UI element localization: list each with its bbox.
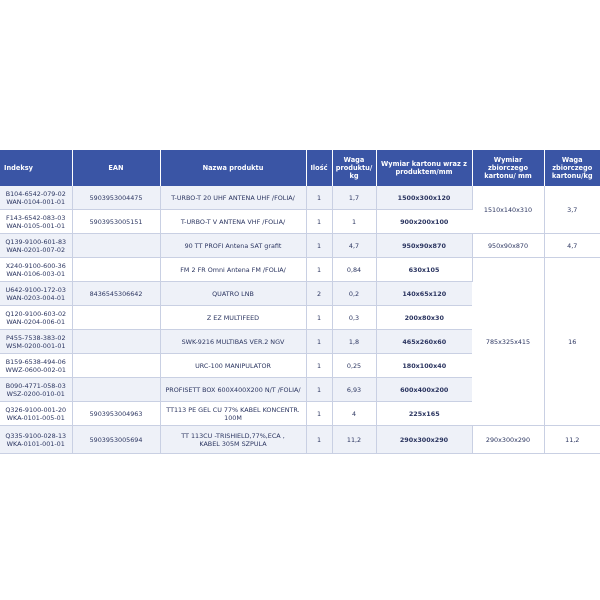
cell-qty: 1 (306, 210, 332, 234)
header-waga-produktu: Waga produktu/ kg (332, 150, 376, 186)
cell-dims: 290x300x290 (376, 426, 472, 454)
cell-index: Q326-9100-001-20 WKA-0101-005-01 (0, 402, 72, 426)
cell-qty: 1 (306, 426, 332, 454)
table-row (0, 234, 600, 258)
cell-group-weight: 4,7 (544, 234, 600, 258)
header-ilosc: Ilość (306, 150, 332, 186)
cell-index: B159-6538-494-06 WWZ-0600-002-01 (0, 354, 72, 378)
cell-group-weight: 16 (544, 258, 600, 426)
cell-ean (72, 258, 160, 282)
cell-index: U642-9100-172-03 WAN-0203-004-01 (0, 282, 72, 306)
cell-name: 90 TT PROFI Antena SAT grafit (160, 234, 306, 258)
cell-index: X240-9100-600-36 WAN-0106-003-01 (0, 258, 72, 282)
cell-dims: 630x105 (376, 258, 472, 282)
cell-dims: 180x100x40 (376, 354, 472, 378)
cell-name: URC-100 MANIPULATOR (160, 354, 306, 378)
cell-dims: 950x90x870 (376, 234, 472, 258)
cell-index: B104-6542-079-02 WAN-0104-001-01 (0, 186, 72, 210)
cell-weight: 6,93 (332, 378, 376, 402)
cell-name: PROFISETT BOX 600X400X200 N/T /FOLIA/ (160, 378, 306, 402)
cell-weight: 1,7 (332, 186, 376, 210)
header-ean: EAN (72, 150, 160, 186)
cell-qty: 1 (306, 330, 332, 354)
header-nazwa-produktu: Nazwa produktu (160, 150, 306, 186)
product-table (0, 150, 600, 454)
cell-name: TT113 PE GEL CU 77% KABEL KONCENTR. 100M (160, 402, 306, 426)
cell-dims: 140x65x120 (376, 282, 472, 306)
cell-group-dims: 1510x140x310 (472, 186, 544, 234)
cell-dims: 200x80x30 (376, 306, 472, 330)
cell-dims: 900x200x100 (376, 210, 472, 234)
header-waga-zbiorczego: Waga zbiorczego kartonu/kg (544, 150, 600, 186)
cell-name: Z EZ MULTIFEED (160, 306, 306, 330)
header-wymiar-zbiorczego: Wymiar zbiorczego kartonu/ mm (472, 150, 544, 186)
cell-weight: 0,25 (332, 354, 376, 378)
cell-ean (72, 354, 160, 378)
cell-weight: 1 (332, 210, 376, 234)
header-row (0, 150, 600, 186)
header-wymiar-kartonu: Wymiar kartonu wraz z produktem/mm (376, 150, 472, 186)
header-indeksy: Indeksy (0, 150, 72, 186)
cell-name: TT 113CU -TRISHIELD,77%,ECA , KABEL 305M SZPULA (160, 426, 306, 454)
cell-group-weight: 3,7 (544, 186, 600, 234)
cell-ean: 5903953005694 (72, 426, 160, 454)
cell-qty: 1 (306, 234, 332, 258)
cell-dims: 1500x300x120 (376, 186, 472, 210)
cell-ean: 5903953005151 (72, 210, 160, 234)
cell-ean: 5903953004475 (72, 186, 160, 210)
cell-weight: 1,8 (332, 330, 376, 354)
cell-index: Q335-9100-028-13 WKA-0101-001-01 (0, 426, 72, 454)
cell-weight: 0,3 (332, 306, 376, 330)
cell-group-dims: 785x325x415 (472, 258, 544, 426)
cell-weight: 0,84 (332, 258, 376, 282)
cell-weight: 4 (332, 402, 376, 426)
cell-weight: 4,7 (332, 234, 376, 258)
cell-index: B090-4771-058-03 WSZ-0200-010-01 (0, 378, 72, 402)
cell-ean (72, 378, 160, 402)
cell-index: Q120-9100-603-02 WAN-0204-006-01 (0, 306, 72, 330)
cell-name: SWK-9216 MULTIBAS VER.2 NGV (160, 330, 306, 354)
cell-dims: 465x260x60 (376, 330, 472, 354)
cell-weight: 0,2 (332, 282, 376, 306)
cell-qty: 1 (306, 354, 332, 378)
cell-ean: 8436545306642 (72, 282, 160, 306)
cell-group-dims: 290x300x290 (472, 426, 544, 454)
cell-ean (72, 234, 160, 258)
cell-name: FM 2 FR Omni Antena FM /FOLIA/ (160, 258, 306, 282)
cell-index: F143-6542-083-03 WAN-0105-001-01 (0, 210, 72, 234)
cell-qty: 1 (306, 378, 332, 402)
cell-qty: 1 (306, 258, 332, 282)
table-row (0, 186, 600, 210)
cell-name: T-URBO-T 20 UHF ANTENA UHF /FOLIA/ (160, 186, 306, 210)
table-row (0, 258, 600, 282)
cell-dims: 225x165 (376, 402, 472, 426)
cell-ean: 5903953004963 (72, 402, 160, 426)
cell-qty: 1 (306, 186, 332, 210)
cell-index: P455-7538-383-02 WSM-0200-001-01 (0, 330, 72, 354)
cell-index: Q139-9100-601-83 WAN-0201-007-02 (0, 234, 72, 258)
cell-name: QUATRO LNB (160, 282, 306, 306)
cell-weight: 11,2 (332, 426, 376, 454)
cell-group-dims: 950x90x870 (472, 234, 544, 258)
table-row (0, 426, 600, 454)
cell-qty: 2 (306, 282, 332, 306)
cell-ean (72, 306, 160, 330)
cell-dims: 600x400x200 (376, 378, 472, 402)
cell-qty: 1 (306, 402, 332, 426)
cell-qty: 1 (306, 306, 332, 330)
cell-group-weight: 11,2 (544, 426, 600, 454)
cell-ean (72, 330, 160, 354)
cell-name: T-URBO-T V ANTENA VHF /FOLIA/ (160, 210, 306, 234)
